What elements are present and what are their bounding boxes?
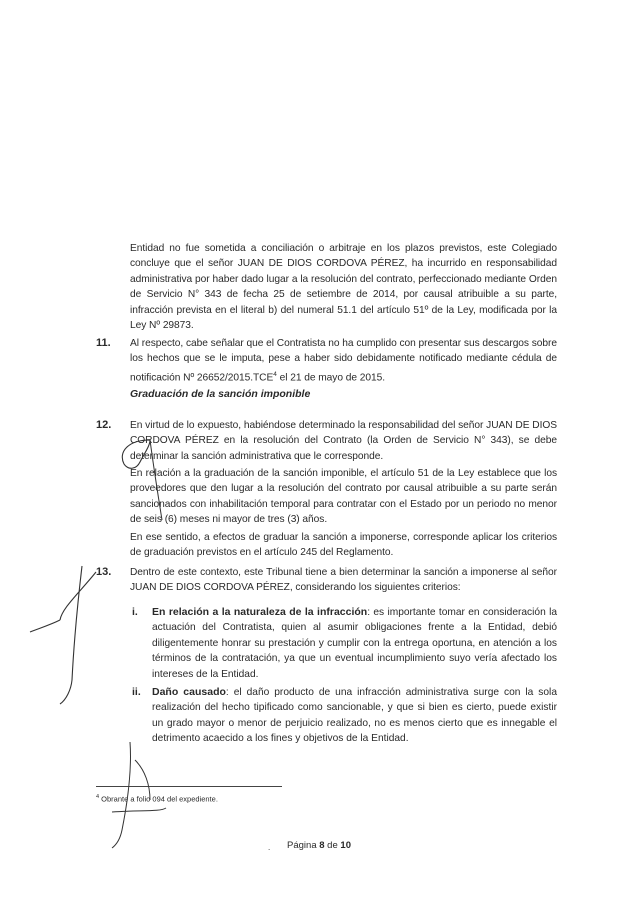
criterion-number-i: i. <box>132 606 138 618</box>
criterion-ii <box>152 685 557 747</box>
paragraph-11 <box>130 336 557 386</box>
footer-page-number: 8 <box>319 840 325 851</box>
criterion-i-title: En relación a la naturaleza de la infracción <box>152 606 368 618</box>
paragraph-11-text-b: el 21 de mayo de 2015. <box>276 372 385 384</box>
footnote-mark: 4 <box>96 794 100 800</box>
paragraph-number-11: 11. <box>96 337 111 349</box>
footer-total-pages: 10 <box>340 840 351 851</box>
paragraph-intro: Entidad no fue sometida a conciliación o arbitraje en los plazos previstos, este Colegiado concluye que el señor JUAN DE DIOS CORDOVA PÉREZ, ha incurrido en responsabilidad administrativa por haber dado lugar a la resolución del contrato, perfeccionado mediante Orden de Servicio N° 343 de fecha 25 de setiembre de 2014, por causal atribuible a su parte, infracción prevista en el literal b) del numeral 51.1 del artículo 51º de la Ley, modificada por la Ley Nº 29873. <box>130 243 557 332</box>
paragraph-13: Dentro de este contexto, este Tribunal tiene a bien determinar la sanción a imponerse al señor JUAN DE DIOS CORDOVA PÉREZ, considerando los siguientes criterios: <box>130 567 557 594</box>
footer-prefix: Página <box>287 840 320 851</box>
footnote <box>96 792 218 805</box>
paragraph-12b: En relación a la graduación de la sanción imponible, el artículo 51 de la Ley establece que los proveedores que den lugar a la resolución del contrato por causal atribuible a su parte serán sancionados con inhabilitación temporal para contratar con el Estado por un periodo no menor de seis (6) meses ni mayor de tres (3) años. <box>130 468 557 526</box>
criterion-ii-text: : el daño producto de una infracción administrativa surge con la sola realización del hecho tipificado como sancionable, y que si bien es cierto, puede existir un grado mayor o menor de perjuicio realizado, no es menos cierto que es innegable el detrimento acaecido a los fines y objetivos de la Entidad. <box>152 687 557 745</box>
paraph-mark <box>30 566 96 704</box>
footnote-ref: 4 <box>273 370 277 378</box>
section-heading: Graduación de la sanción imponible <box>130 388 311 400</box>
criterion-number-ii: ii. <box>132 686 141 698</box>
criterion-i <box>152 605 557 682</box>
stray-dot: . <box>268 843 271 852</box>
paragraph-12c: En ese sentido, a efectos de graduar la sanción a imponerse, corresponde aplicar los criterios de graduación previstos en el artículo 245 del Reglamento. <box>130 532 557 559</box>
paragraph-number-12: 12. <box>96 419 112 431</box>
criterion-ii-title: Daño causado <box>152 686 226 698</box>
footer-middle: de <box>324 840 341 851</box>
page-footer <box>0 840 638 851</box>
paragraph-number-13: 13. <box>96 566 112 578</box>
paragraph-12: En virtud de lo expuesto, habiéndose determinado la responsabilidad del señor JUAN DE DIOS CORDOVA PÉREZ en la resolución del Contrato (la Orden de Servicio N° 343), se debe determinar la sanción administrativa que le corresponde. <box>130 420 557 462</box>
footnote-text: Obrante a folio 094 del expediente. <box>99 794 218 804</box>
criterion-i-text: : es importante tomar en consideración la actuación del Contratista, quien al asumir obligaciones frente a la Entidad, debió diligentemente honrar su prestación y cumplir con la entrega oportuna, en atención a los términos de la contratación, ya que un eventual incumplimiento suyo vería afectado los intereses de la Entidad. <box>152 607 557 680</box>
paragraph-11-text-a: Al respecto, cabe señalar que el Contratista no ha cumplido con presentar sus descargos sobre los hechos que se le imputa, pese a haber sido debidamente notificado mediante cédula de notificación Nº 26652/2015.TCE <box>130 338 557 384</box>
footnote-separator <box>96 786 282 787</box>
